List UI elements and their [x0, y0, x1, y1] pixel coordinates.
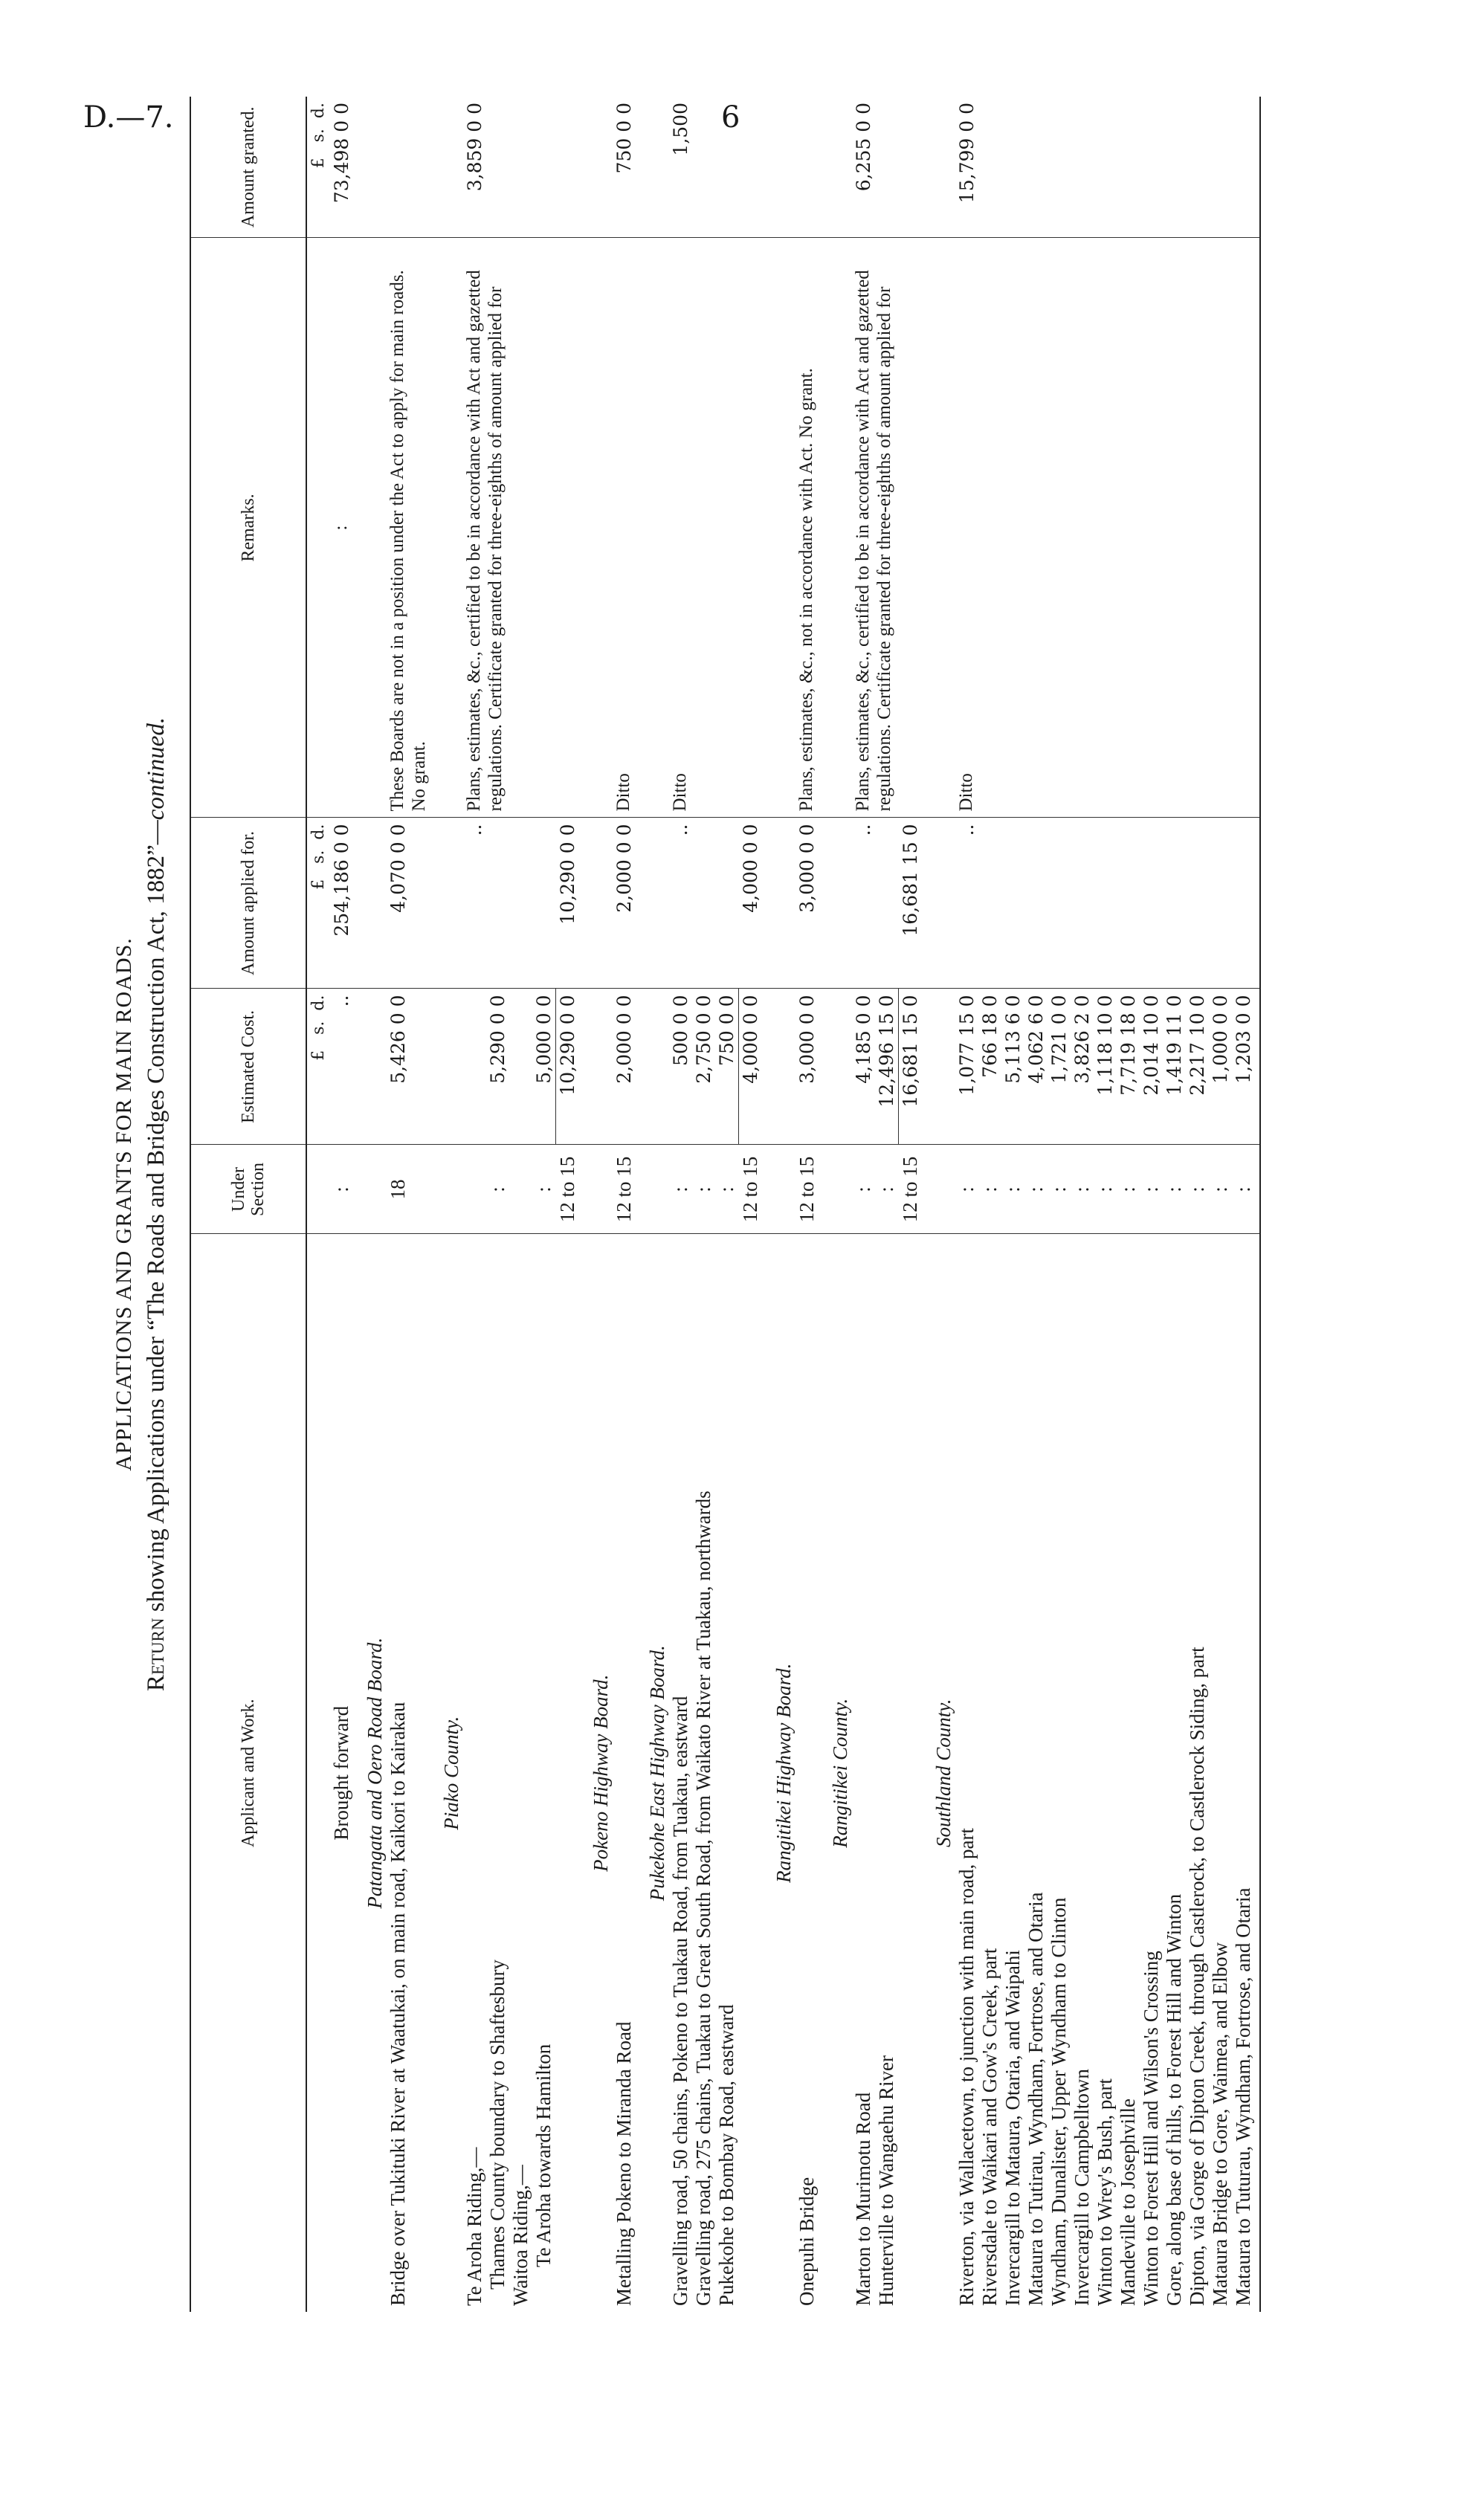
- work-description: Pukekohe to Bombay Road, eastward: [715, 2004, 738, 2306]
- section-dots: :: [669, 1145, 692, 1234]
- table-row: [955, 97, 978, 2312]
- section-dots: :: [532, 1145, 556, 1234]
- col-granted: Amount granted.: [190, 97, 306, 238]
- section-dots: :: [692, 1145, 715, 1234]
- section-dots: :: [1048, 1145, 1071, 1234]
- table-row: [387, 97, 430, 2312]
- table-row: [1117, 97, 1140, 2312]
- estimated-cost: 5,113 6 0: [1001, 989, 1024, 1145]
- table-row: [1048, 97, 1071, 2312]
- board-heading: [762, 97, 795, 2312]
- page-number: 6: [721, 100, 740, 135]
- work-description: Invercargill to Mataura, Otaria, and Waipahi: [1001, 1950, 1024, 2306]
- bf-applied: 254,186 0 0: [330, 818, 353, 989]
- section-value: 12 to 15: [739, 1145, 763, 1234]
- work-description: Metalling Pokeno to Miranda Road: [613, 2021, 635, 2306]
- table-row: [1094, 97, 1117, 2312]
- units-row: [306, 97, 330, 2312]
- board-name: Pukekohe East Highway Board.: [646, 1645, 668, 1902]
- work-description: Mataura to Tuturau, Wyndham, Fortrose, and Otaria: [1232, 1234, 1260, 2312]
- table-row: [1186, 97, 1209, 2312]
- estimated-cost: 500 0 0: [669, 989, 692, 1145]
- estimated-cost: 5,290 0 0: [486, 989, 509, 1145]
- table-row: [532, 97, 556, 2312]
- work-description: Te Aroha towards Hamilton: [532, 2044, 555, 2267]
- table-row: [1024, 97, 1048, 2312]
- board-name: Rangitikei Highway Board.: [772, 1663, 795, 1883]
- subtotal-estimated: 10,290 0 0: [556, 989, 580, 1145]
- table-row: [613, 97, 636, 2312]
- estimated-cost: 1,118 10 0: [1094, 989, 1117, 1145]
- board-name: Rangitikei County.: [829, 1698, 851, 1848]
- section-dots: :: [1163, 1145, 1186, 1234]
- table-subtitle: [143, 97, 170, 2312]
- work-description: Mataura Bridge to Gore, Waimea, and Elbow: [1209, 1942, 1231, 2306]
- table-row: [1071, 97, 1094, 2312]
- estimated-cost: 4,185 0 0: [852, 989, 875, 1145]
- estimated-cost: 5,426 0 0: [387, 989, 430, 1145]
- subtotal-row: [739, 97, 763, 2312]
- work-description: Mataura to Tutirau, Wyndham, Fortrose, and Otaria: [1024, 1892, 1047, 2306]
- board-heading: [819, 97, 852, 2312]
- table-row: [1001, 97, 1024, 2312]
- subtotal-applied: 4,000 0 0: [739, 818, 763, 989]
- table-row: [1163, 97, 1186, 2312]
- estimated-cost: 4,062 6 0: [1024, 989, 1048, 1145]
- col-applied: Amount applied for.: [190, 818, 306, 989]
- work-description: Riverton, via Wallacetown, to junction with main road, part: [955, 1828, 978, 2306]
- section-dots: :: [1071, 1145, 1094, 1234]
- estimated-cost: 1,203 0 0: [1232, 989, 1260, 1145]
- work-description: Marton to Murimotu Road: [852, 2092, 874, 2306]
- work-description: Gravelling road, 50 chains, Pokeno to Tuakau Road, from Tuakau, eastward: [669, 1696, 691, 2306]
- riding-label: Te Aroha Riding,—: [463, 2147, 485, 2306]
- work-description: Onepuhi Bridge: [795, 2177, 818, 2306]
- board-name: Southland County.: [932, 1699, 955, 1848]
- subtotal-estimated: 16,681 15 0: [899, 989, 923, 1145]
- table-row: [978, 97, 1001, 2312]
- applications-table: [190, 97, 1261, 2312]
- estimated-cost: 12,496 15 0: [875, 989, 899, 1145]
- subtitle-text: showing Applications under “The Roads and Bridges Construction Act, 1882”—: [143, 820, 170, 1618]
- section-dots: :: [978, 1145, 1001, 1234]
- section-value: 12 to 15: [899, 1145, 923, 1234]
- work-description: Bridge over Tukituki River at Waatukai, on main road, Kaikori to Kairakau: [387, 1702, 409, 2306]
- remarks-text: Ditto: [955, 238, 978, 818]
- amount-granted: 15,799 0 0: [955, 97, 978, 238]
- board-heading: [636, 97, 669, 2312]
- section-value: 12 to 15: [795, 1145, 819, 1234]
- unit-shillings: s.: [309, 129, 328, 143]
- col-applicant: Applicant and Work.: [190, 1234, 306, 2312]
- estimated-cost: 2,000 0 0: [613, 989, 636, 1145]
- board-name: Piako County.: [440, 1716, 462, 1830]
- section-dots: :: [715, 1145, 739, 1234]
- section-dots: :: [1094, 1145, 1117, 1234]
- unit-pence: d.: [309, 824, 328, 840]
- section-value: 18: [387, 1145, 430, 1234]
- amount-granted: 3,859 0 0: [463, 97, 532, 238]
- applied-dots: ..: [852, 818, 875, 989]
- unit-pounds: £: [309, 158, 328, 169]
- table-row: [795, 97, 819, 2312]
- work-description: Riversdale to Waikari and Gow's Creek, part: [978, 1948, 1001, 2306]
- work-description: Invercargill to Campbelltown: [1071, 2069, 1093, 2306]
- work-description: Winton to Wrey's Bush, part: [1094, 2078, 1116, 2306]
- remarks-text: Plans, estimates, &c., certified to be in accordance with Act and gazetted regulations. Certificate granted for three-eighths of amount applied for: [463, 238, 532, 818]
- section-dots: :: [330, 1145, 353, 1234]
- unit-pence: d.: [309, 103, 328, 119]
- section-dots: :: [1001, 1145, 1024, 1234]
- estimated-cost: 2,217 10 0: [1186, 989, 1209, 1145]
- applied-dots: ..: [955, 818, 978, 989]
- work-description: Thames County boundary to Shaftesbury: [486, 1960, 509, 2290]
- unit-shillings: s.: [309, 1021, 328, 1035]
- work-description: Gore, along base of hills, to Forest Hill and Winton: [1163, 1893, 1185, 2306]
- remarks-text: Ditto: [669, 238, 692, 818]
- remarks-text: Ditto: [613, 238, 636, 818]
- subtotal-row: [899, 97, 923, 2312]
- table-title: APPLICATIONS AND GRANTS FOR MAIN ROADS.: [112, 937, 136, 1471]
- estimated-cost: 2,014 10 0: [1140, 989, 1163, 1145]
- board-name: Patangata and Oero Road Board.: [364, 1637, 386, 1909]
- estimated-cost: 750 0 0: [715, 989, 739, 1145]
- estimated-cost: 7,719 18 0: [1117, 989, 1140, 1145]
- work-description: Mandeville to Josephville: [1117, 2099, 1139, 2306]
- brought-forward-label: Brought forward: [330, 1705, 352, 1841]
- estimated-cost: 3,826 2 0: [1071, 989, 1094, 1145]
- table-row: [852, 97, 875, 2312]
- table-row: [692, 97, 715, 2312]
- estimated-cost: 3,000 0 0: [795, 989, 819, 1145]
- table-row: [1232, 97, 1260, 2312]
- work-description: Hunterville to Wangaehu River: [875, 2055, 897, 2306]
- work-description: Gravelling road, 275 chains, Tuakau to Great South Road, from Waikato River at Tuakau, northwards: [692, 1490, 714, 2306]
- table-row: [1209, 97, 1232, 2312]
- remarks-text: These Boards are not in a position under the Act to apply for main roads. No grant.: [387, 238, 430, 818]
- brought-forward-row: [330, 97, 353, 2312]
- amount-applied: 4,070 0 0: [387, 818, 430, 989]
- table-row: [715, 97, 739, 2312]
- board-name: Pokeno Highway Board.: [590, 1674, 612, 1872]
- section-dots: :: [852, 1145, 875, 1234]
- section-dots: :: [1117, 1145, 1140, 1234]
- remarks-text: Plans, estimates, &c., certified to be in accordance with Act and gazetted regulations. Certificate granted for three-eighths of amount applied for: [852, 238, 899, 818]
- header-row: [190, 97, 306, 2312]
- board-heading: [579, 97, 613, 2312]
- riding-label: Waitoa Riding,—: [509, 2165, 532, 2306]
- section-dots: :: [1186, 1145, 1209, 1234]
- board-heading: [922, 97, 955, 2312]
- col-section: Under Section: [190, 1145, 306, 1234]
- work-description: Wyndham, Dunalister, Upper Wyndham to Clinton: [1048, 1897, 1070, 2306]
- section-dots: :: [1140, 1145, 1163, 1234]
- amount-granted: 750 0 0: [613, 97, 636, 238]
- col-remarks: Remarks.: [190, 238, 306, 818]
- subtotal-applied: 16,681 15 0: [899, 818, 923, 989]
- board-heading: [430, 97, 463, 2312]
- estimated-cost: 2,750 0 0: [692, 989, 715, 1145]
- amount-applied: 3,000 0 0: [795, 818, 819, 989]
- table-row: [669, 97, 692, 2312]
- unit-pounds: £: [309, 879, 328, 890]
- table-row: [463, 97, 486, 2312]
- board-heading: [353, 97, 387, 2312]
- rotated-return-table: [112, 97, 1346, 2312]
- bf-estimated: ..: [330, 989, 353, 1145]
- applied-dots: ..: [463, 818, 486, 989]
- estimated-cost: 5,000 0 0: [532, 989, 556, 1145]
- section-value: 12 to 15: [556, 1145, 580, 1234]
- subtotal-applied: 10,290 0 0: [556, 818, 580, 989]
- remarks-text: Plans, estimates, &c., not in accordance with Act. No grant.: [795, 238, 819, 818]
- subtotal-row: [556, 97, 580, 2312]
- estimated-cost: 1,721 0 0: [1048, 989, 1071, 1145]
- section-dots: :: [486, 1145, 509, 1234]
- document-reference: D.—7.: [83, 100, 174, 135]
- section-dots: :: [1232, 1145, 1260, 1234]
- section-value: 12 to 15: [613, 1145, 636, 1234]
- estimated-cost: 766 18 0: [978, 989, 1001, 1145]
- work-description: Winton to Forest Hill and Wilson's Crossing: [1140, 1951, 1162, 2306]
- unit-pence: d.: [309, 995, 328, 1011]
- amount-granted: 6,255 0 0: [852, 97, 899, 238]
- return-word: Return: [143, 1618, 170, 1692]
- section-dots: :: [875, 1145, 899, 1234]
- section-dots: :: [1209, 1145, 1232, 1234]
- table-row: [1140, 97, 1163, 2312]
- unit-pounds: £: [309, 1050, 328, 1061]
- leader-dots: :: [330, 238, 353, 818]
- amount-applied: 2,000 0 0: [613, 818, 636, 989]
- applied-dots: ..: [669, 818, 692, 989]
- continued-word: continued.: [143, 717, 170, 821]
- estimated-cost: 1,077 15 0: [955, 989, 978, 1145]
- unit-shillings: s.: [309, 850, 328, 864]
- work-description: Dipton, via Gorge of Dipton Creek, through Castlerock, to Castlerock Siding, part: [1186, 1647, 1208, 2306]
- estimated-cost: 1,000 0 0: [1209, 989, 1232, 1145]
- amount-granted: 1,500: [669, 97, 692, 238]
- subtotal-estimated: 4,000 0 0: [739, 989, 763, 1145]
- section-dots: :: [1024, 1145, 1048, 1234]
- bf-granted: 73,498 0 0: [330, 97, 353, 238]
- estimated-cost: 1,419 11 0: [1163, 989, 1186, 1145]
- section-dots: :: [955, 1145, 978, 1234]
- col-estimated: Estimated Cost.: [190, 989, 306, 1145]
